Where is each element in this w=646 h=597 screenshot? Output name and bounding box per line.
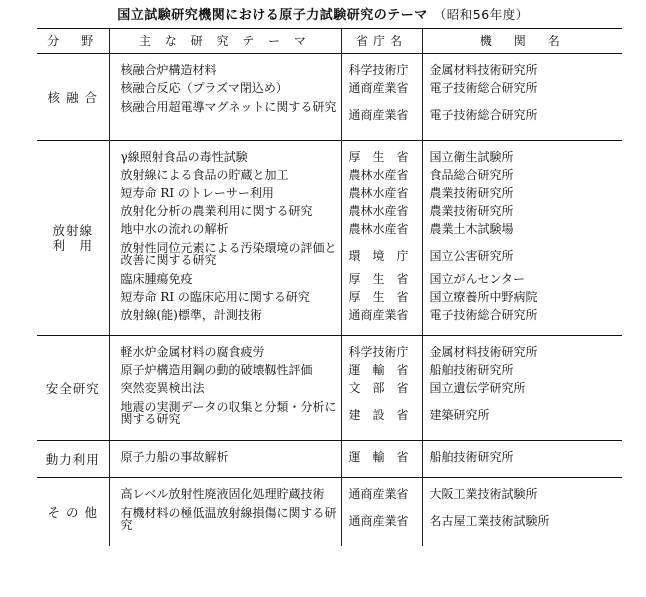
- institution-name: 農業技術研究所: [429, 186, 514, 200]
- institution-name: 名古屋工業技術試験所: [429, 513, 550, 528]
- header-theme: 主 な 研 究 テ ー マ: [139, 33, 311, 48]
- ministry-name: 通商産業省: [341, 505, 422, 537]
- institution-name: 船舶技術研究所: [429, 363, 514, 377]
- field-name: そ の 他: [37, 478, 109, 547]
- research-theme: 軽水炉金属材料の腐食疲労: [120, 345, 265, 359]
- ministry-name: 環 境 庁: [341, 240, 422, 272]
- institution-name: 電子技術総合研究所: [429, 107, 538, 122]
- ministry-name: 運 輸 省: [341, 363, 422, 381]
- research-theme: 放射性同位元素による汚染環境の評価と改善に関する研究: [120, 241, 337, 267]
- header-ministry: 省庁名: [341, 29, 422, 54]
- institution-name: 食品総合研究所: [429, 168, 514, 182]
- table-row: [37, 150, 622, 168]
- table-title: [0, 4, 646, 23]
- ministry-name: 農林水産省: [341, 186, 422, 204]
- title-year: （昭和56年度）: [433, 7, 529, 22]
- institution-name: 電子技術総合研究所: [429, 81, 538, 95]
- institution-name: 船舶技術研究所: [429, 450, 514, 464]
- header-field: 分 野: [37, 29, 109, 54]
- table-row: [37, 99, 622, 131]
- research-theme: 核融合用超電導マグネットに関する研究: [120, 100, 337, 114]
- table-row: [37, 290, 622, 308]
- research-theme: 原子炉構造用鋼の動的破壊靱性評価: [120, 363, 313, 377]
- table-row: [37, 240, 622, 272]
- table-row: [37, 308, 622, 326]
- research-theme: 放射化分析の農業利用に関する研究: [120, 204, 313, 218]
- table-row: [37, 272, 622, 290]
- research-theme: 突然変異検出法: [120, 381, 205, 395]
- field-name: 安全研究: [37, 336, 109, 441]
- research-theme: 高レベル放射性廃液固化処理貯蔵技術: [120, 487, 325, 501]
- ministry-name: 文 部 省: [341, 381, 422, 399]
- table-header: [37, 29, 622, 54]
- institution-name: 電子技術総合研究所: [429, 308, 538, 322]
- institution-name: 金属材料技術研究所: [429, 63, 538, 77]
- research-theme: 核融合炉構造材料: [120, 63, 217, 77]
- table-row: [37, 450, 622, 468]
- institution-name: 国立遺伝学研究所: [429, 381, 526, 395]
- table-row: [37, 204, 622, 222]
- research-theme-table: [37, 28, 622, 546]
- table-row: [37, 363, 622, 381]
- ministry-name: 通商産業省: [341, 81, 422, 99]
- ministry-name: 科学技術庁: [341, 63, 422, 81]
- research-theme: 短寿命 RI の臨床応用に関する研究: [120, 290, 310, 304]
- research-theme: 短寿命 RI のトレーサー利用: [120, 186, 274, 200]
- ministry-name: 農林水産省: [341, 168, 422, 186]
- institution-name: 建築研究所: [429, 407, 490, 422]
- institution-name: 国立衛生試験所: [429, 150, 514, 164]
- field-group: [37, 54, 622, 141]
- institution-name: 国立公害研究所: [429, 248, 514, 263]
- institution-name: 金属材料技術研究所: [429, 345, 538, 359]
- field-group: [37, 336, 622, 441]
- table-row: [37, 345, 622, 363]
- table-row: [37, 399, 622, 431]
- institution-name: 農業技術研究所: [429, 204, 514, 218]
- research-theme: 地中水の流れの解析: [120, 222, 229, 236]
- table-row: [37, 487, 622, 505]
- research-theme: 原子力船の事故解析: [120, 450, 229, 464]
- research-theme: 放射線による食品の貯蔵と加工: [120, 168, 289, 182]
- header-institution: 機 関 名: [479, 33, 565, 48]
- ministry-name: 厚 生 省: [341, 150, 422, 168]
- research-theme: 放射線(能)標準，計測技術: [120, 308, 262, 322]
- ministry-name: 運 輸 省: [341, 450, 422, 468]
- institution-name: 国立療養所中野病院: [429, 290, 538, 304]
- table-row: [37, 63, 622, 81]
- research-theme: γ線照射食品の毒性試験: [120, 150, 248, 164]
- ministry-name: 農林水産省: [341, 204, 422, 222]
- institution-name: 大阪工業技術試験所: [429, 487, 538, 501]
- table-row: [37, 168, 622, 186]
- research-theme: 核融合反応（プラズマ閉込め）: [120, 81, 288, 95]
- ministry-name: 厚 生 省: [341, 290, 422, 308]
- ministry-name: 農林水産省: [341, 222, 422, 240]
- research-theme: 地震の実測データの収集と分類・分析に関する研究: [120, 400, 337, 426]
- research-theme: 臨床腫瘍免疫: [120, 272, 193, 286]
- field-group: [37, 441, 622, 478]
- field-name: 動力利用: [37, 441, 109, 478]
- ministry-name: 通商産業省: [341, 487, 422, 505]
- table-row: [37, 81, 622, 99]
- institution-name: 農業土木試験場: [429, 222, 514, 236]
- field-name: 核 融 合: [37, 54, 109, 141]
- ministry-name: 通商産業省: [341, 99, 422, 131]
- table-row: [37, 222, 622, 240]
- table-row: [37, 186, 622, 204]
- institution-name: 国立がんセンター: [429, 272, 526, 286]
- ministry-name: 科学技術庁: [341, 345, 422, 363]
- field-group: [37, 141, 622, 336]
- ministry-name: 建 設 省: [341, 399, 422, 431]
- ministry-name: 厚 生 省: [341, 272, 422, 290]
- title-text: 国立試験研究機関における原子力試験研究のテーマ: [117, 8, 428, 23]
- research-theme: 有機材料の極低温放射線損傷に関する研究: [120, 506, 337, 532]
- ministry-name: 通商産業省: [341, 308, 422, 326]
- field-name: 放射線 利 用: [37, 141, 109, 336]
- field-group: [37, 478, 622, 547]
- table-row: [37, 505, 622, 537]
- table-row: [37, 381, 622, 399]
